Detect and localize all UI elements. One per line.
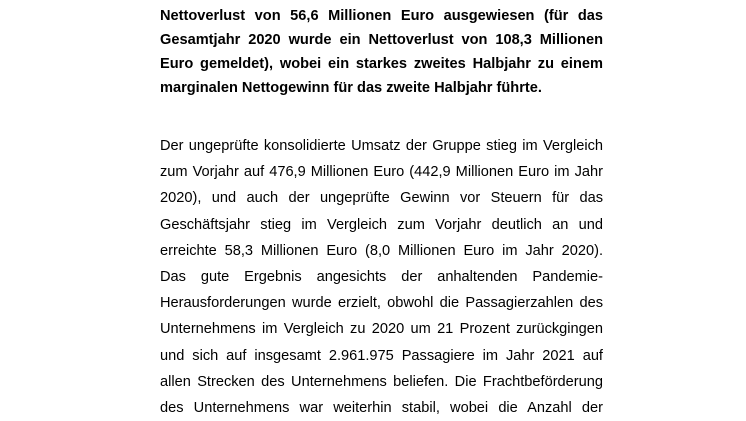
body-line-5: erreichte 58,3 Millionen Euro (8,0 Millionen Euro im Jahr 2020). <box>160 242 603 259</box>
body-line-4: Geschäftsjahr stieg im Vergleich zum Vorjahr deutlich an und <box>160 216 603 233</box>
body-line-8: Unternehmens im Vergleich zu 2020 um 21 Prozent zurückgingen <box>160 321 603 338</box>
body-paragraph <box>160 133 603 421</box>
body-line-3: 2020), und auch der ungeprüfte Gewinn vor Steuern für das <box>160 190 603 207</box>
body-line-10: allen Strecken des Unternehmens beliefen. Die Frachtbeförderung <box>160 373 603 390</box>
lead-line-1: Nettoverlust von 56,6 Millionen Euro ausgewiesen (für das <box>160 8 603 24</box>
lead-line-4: marginalen Nettogewinn für das zweite Halbjahr führte. <box>160 80 542 96</box>
body-line-7: Herausforderungen wurde erzielt, obwohl die Passagierzahlen des <box>160 295 603 312</box>
body-line-6: Das gute Ergebnis angesichts der anhaltenden Pandemie- <box>160 268 603 285</box>
lead-paragraph <box>160 4 603 100</box>
body-line-1: Der ungeprüfte konsolidierte Umsatz der Gruppe stieg im Vergleich <box>160 138 603 154</box>
body-line-11: des Unternehmens war weiterhin stabil, wobei die Anzahl der <box>160 399 603 416</box>
lead-line-2: Gesamtjahr 2020 wurde ein Nettoverlust von 108,3 Millionen <box>160 32 603 48</box>
body-line-2: zum Vorjahr auf 476,9 Millionen Euro (442,9 Millionen Euro im Jahr <box>160 164 603 181</box>
lead-line-3: Euro gemeldet), wobei ein starkes zweites Halbjahr zu einem <box>160 56 603 72</box>
body-line-9: und sich auf insgesamt 2.961.975 Passagiere im Jahr 2021 auf <box>160 347 603 364</box>
